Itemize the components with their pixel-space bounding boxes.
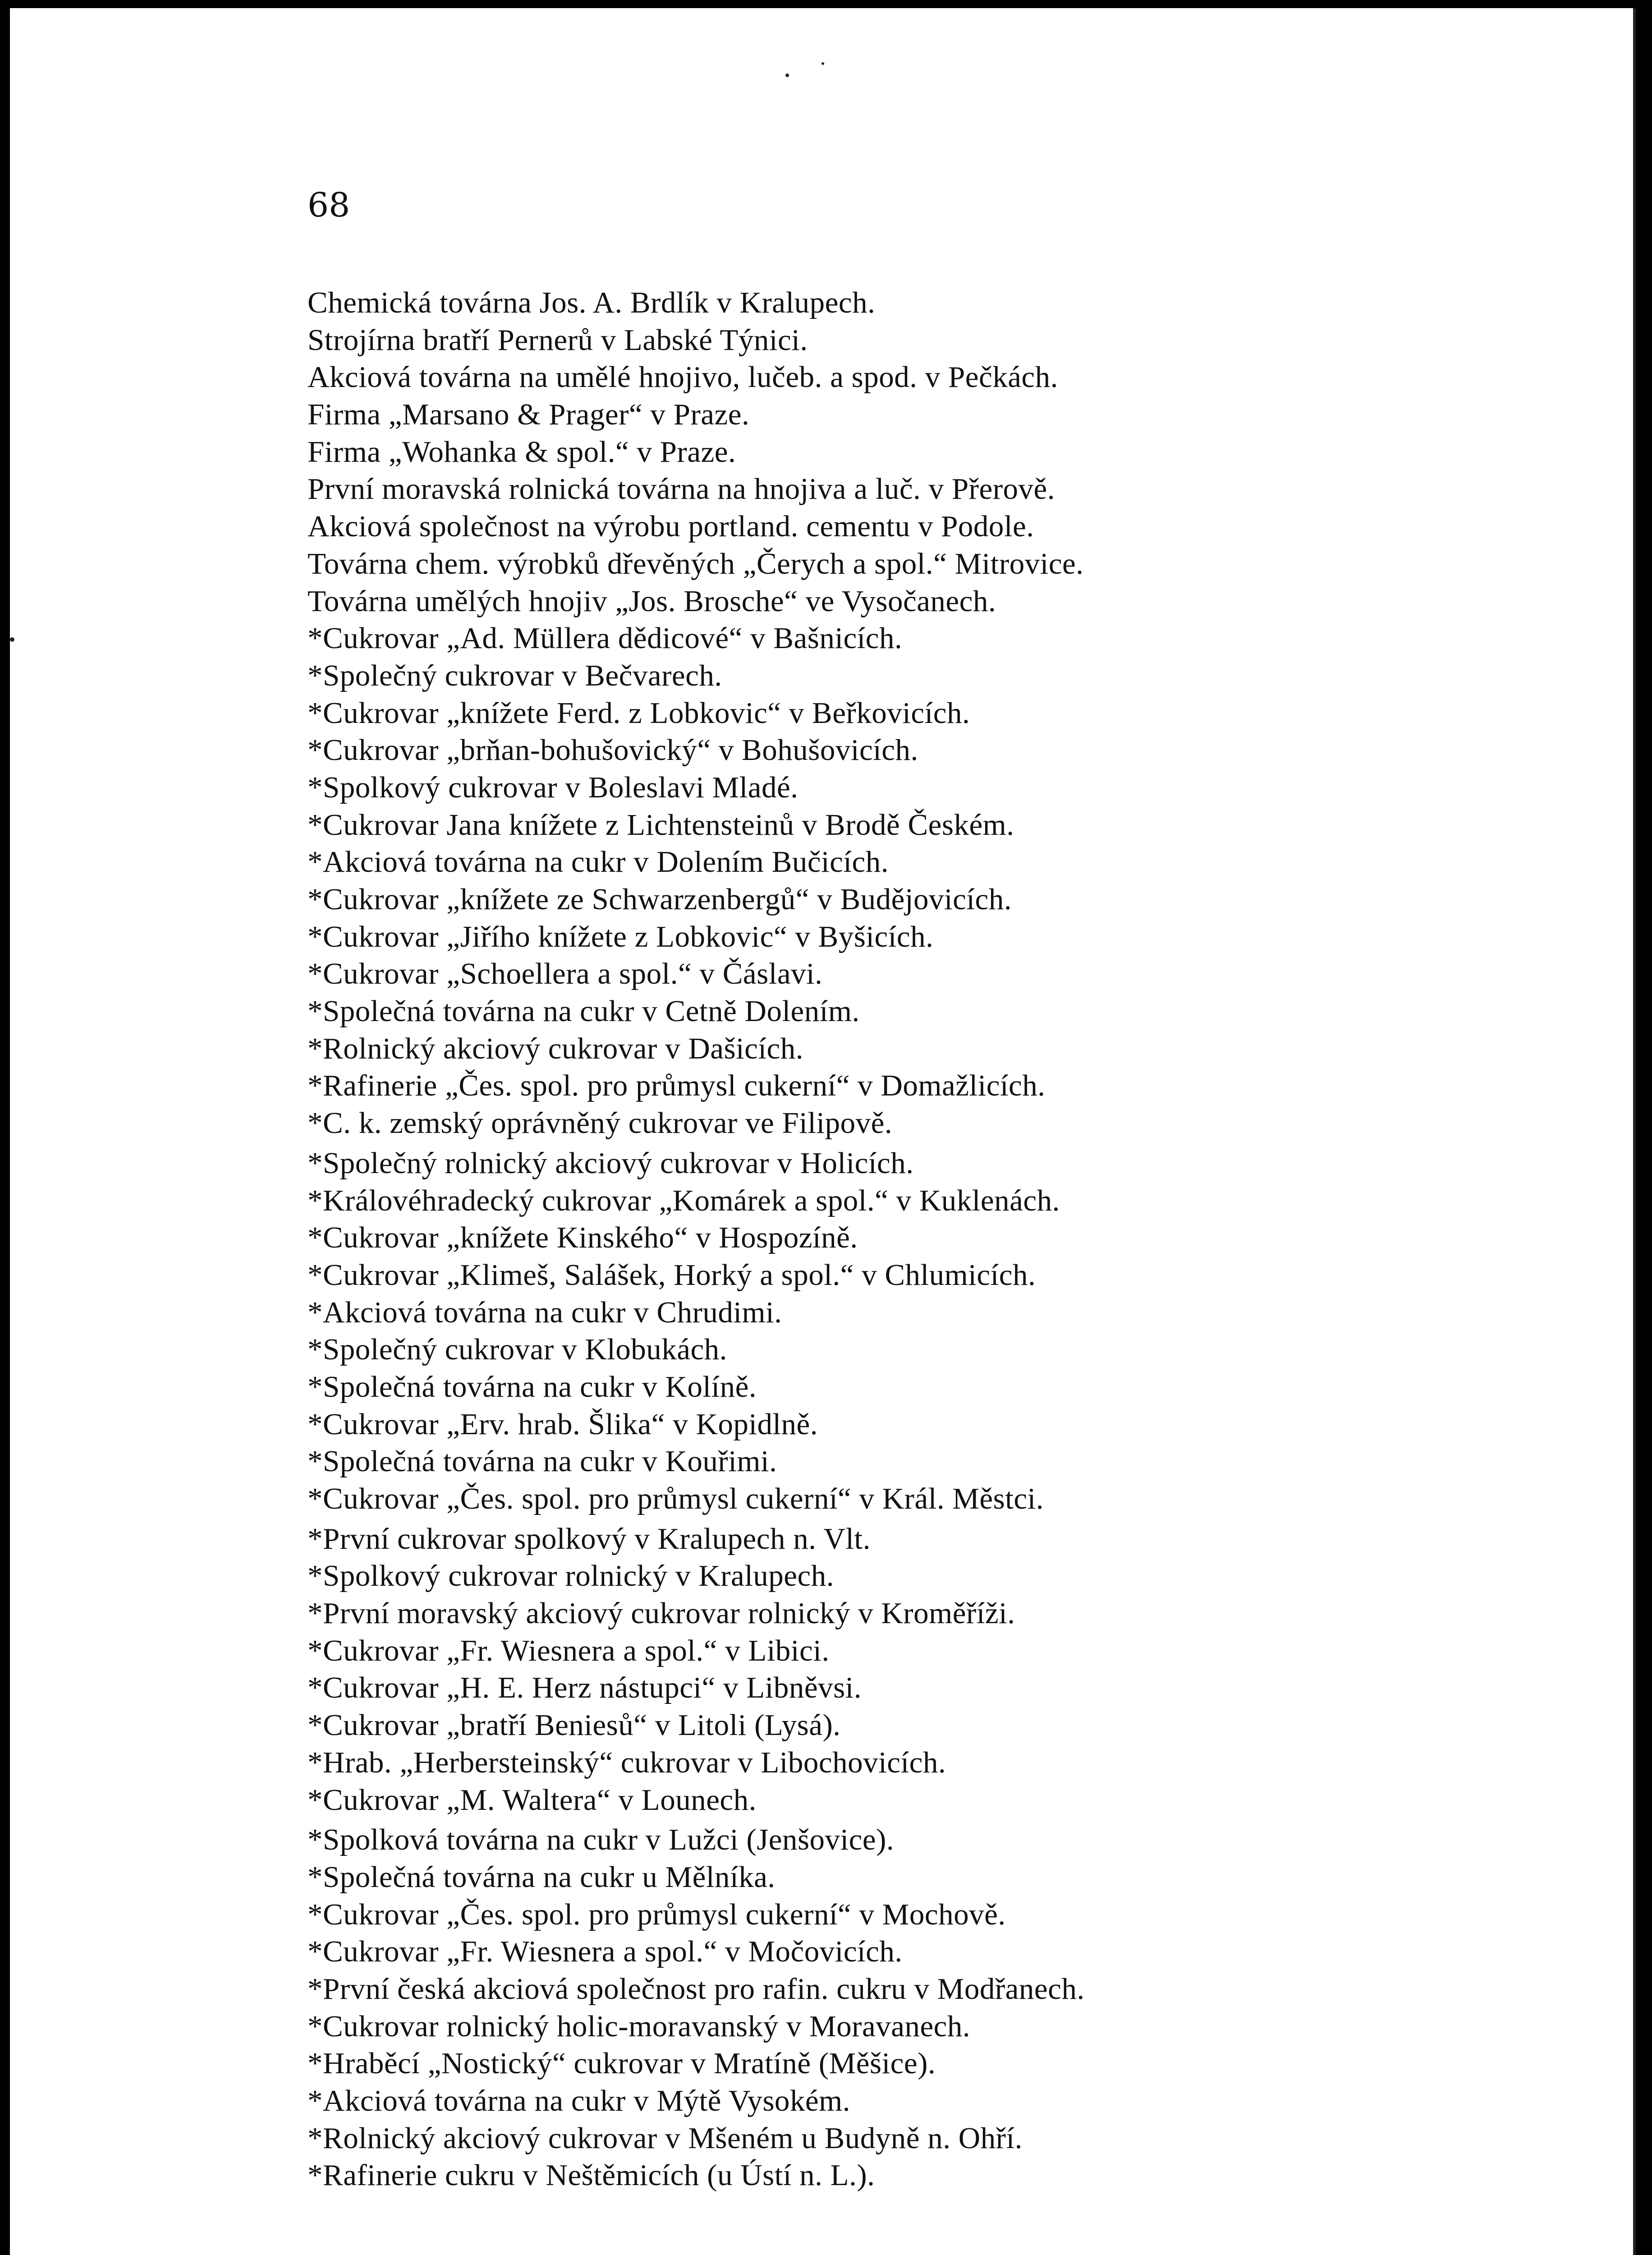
list-item: První moravská rolnická továrna na hnojiva a luč. v Přerově.: [307, 472, 1055, 506]
list-item: *Cukrovar „H. E. Herz nástupci“ v Libněvsi.: [307, 1671, 862, 1705]
list-item: *Rafinerie cukru v Neštěmicích (u Ústí n. L.).: [307, 2158, 875, 2192]
list-item: *Společná továrna na cukr v Kolíně.: [307, 1370, 757, 1404]
list-item: *Společná továrna na cukr v Cetně Dolením.: [307, 994, 860, 1028]
list-item: *Společný rolnický akciový cukrovar v Holicích.: [307, 1146, 914, 1180]
list-item: *Cukrovar „Čes. spol. pro průmysl cukerní“ v Král. Městci.: [307, 1482, 1044, 1515]
list-item: *Cukrovar „Jiřího knížete z Lobkovic“ v Byšicích.: [307, 920, 934, 953]
list-item: *Cukrovar „knížete Kinského“ v Hospozíně.: [307, 1221, 858, 1255]
book-page: [10, 8, 1636, 2255]
list-item: *Cukrovar „Klimeš, Salášek, Horký a spol.“ v Chlumicích.: [307, 1258, 1036, 1292]
list-item: *C. k. zemský oprávněný cukrovar ve Filipově.: [307, 1106, 893, 1140]
list-item: *Cukrovar „Erv. hrab. Šlika“ v Kopidlně.: [307, 1407, 818, 1441]
list-item: Strojírna bratří Pernerů v Labské Týnici.: [307, 323, 808, 357]
list-item: *Cukrovar „Čes. spol. pro průmysl cukerní“ v Mochově.: [307, 1897, 1006, 1931]
list-item: Firma „Wohanka & spol.“ v Praze.: [307, 435, 736, 469]
list-item: *Rolnický akciový cukrovar v Dašicích.: [307, 1031, 803, 1065]
list-item: *Hrab. „Herbersteinský“ cukrovar v Libochovicích.: [307, 1745, 946, 1779]
list-item: *První česká akciová společnost pro rafin. cukru v Modřanech.: [307, 1972, 1085, 2006]
list-item: *Hraběcí „Nostický“ cukrovar v Mratíně (Měšice).: [307, 2047, 936, 2080]
list-item: *Spolkový cukrovar rolnický v Kralupech.: [307, 1559, 835, 1593]
list-item: *Cukrovar „knížete Ferd. z Lobkovic“ v Beřkovicích.: [307, 696, 970, 730]
list-item: *Akciová továrna na cukr v Dolením Bučicích.: [307, 845, 889, 879]
list-item: *Cukrovar „bratří Beniesů“ v Litoli (Lysá).: [307, 1708, 841, 1742]
list-item: *Cukrovar „Fr. Wiesnera a spol.“ v Libici.: [307, 1634, 830, 1667]
list-item: Chemická továrna Jos. A. Brdlík v Kralupech.: [307, 286, 876, 319]
page-number: 68: [307, 186, 350, 225]
list-item: *Cukrovar „Schoellera a spol.“ v Čáslavi.: [307, 957, 823, 991]
list-item: Firma „Marsano & Prager“ v Praze.: [307, 398, 750, 432]
list-item: *Společná továrna na cukr u Mělníka.: [307, 1860, 776, 1894]
list-item: *První cukrovar spolkový v Kralupech n. Vlt.: [307, 1522, 871, 1555]
scan-speck: [10, 637, 14, 642]
list-item: *Cukrovar rolnický holic-moravanský v Moravanech.: [307, 2009, 971, 2043]
list-item: Továrna umělých hnojiv „Jos. Brosche“ ve Vysočanech.: [307, 584, 996, 618]
list-item: Akciová společnost na výrobu portland. cementu v Podole.: [307, 510, 1034, 543]
list-item: *Cukrovar Jana knížete z Lichtensteinů v Brodě Českém.: [307, 808, 1014, 842]
list-item: *Společná továrna na cukr v Kouřimi.: [307, 1445, 777, 1478]
list-item: Továrna chem. výrobků dřevěných „Čerych a spol.“ Mitrovice.: [307, 547, 1084, 580]
scan-speck: [785, 74, 789, 77]
list-item: *Cukrovar „Fr. Wiesnera a spol.“ v Močovicích.: [307, 1935, 903, 1969]
list-item: *Královéhradecký cukrovar „Komárek a spol.“ v Kuklenách.: [307, 1183, 1060, 1217]
list-item: *Akciová továrna na cukr v Mýtě Vysokém.: [307, 2084, 851, 2117]
list-item: *Akciová továrna na cukr v Chrudimi.: [307, 1295, 782, 1329]
list-item: *Spolkový cukrovar v Boleslavi Mladé.: [307, 770, 798, 804]
list-item: *Společný cukrovar v Klobukách.: [307, 1333, 727, 1367]
list-item: *Cukrovar „Ad. Müllera dědicové“ v Bašnicích.: [307, 621, 903, 655]
list-item: *Cukrovar „M. Waltera“ v Lounech.: [307, 1783, 757, 1817]
list-item: *První moravský akciový cukrovar rolnický v Kroměříži.: [307, 1597, 1015, 1630]
list-item: *Cukrovar „knížete ze Schwarzenbergů“ v Budějovicích.: [307, 883, 1012, 916]
list-item: *Cukrovar „brňan-bohušovický“ v Bohušovicích.: [307, 733, 918, 767]
list-item: Akciová továrna na umělé hnojivo, lučeb. a spod. v Pečkách.: [307, 360, 1058, 394]
company-list: [307, 284, 1633, 2194]
list-item: *Spolková továrna na cukr v Lužci (Jenšovice).: [307, 1823, 895, 1857]
list-item: *Společný cukrovar v Bečvarech.: [307, 658, 722, 692]
list-item: *Rolnický akciový cukrovar v Mšeném u Budyně n. Ohří.: [307, 2121, 1023, 2155]
scan-speck: [821, 62, 824, 65]
list-item: *Rafinerie „Čes. spol. pro průmysl cukerní“ v Domažlicích.: [307, 1069, 1046, 1103]
